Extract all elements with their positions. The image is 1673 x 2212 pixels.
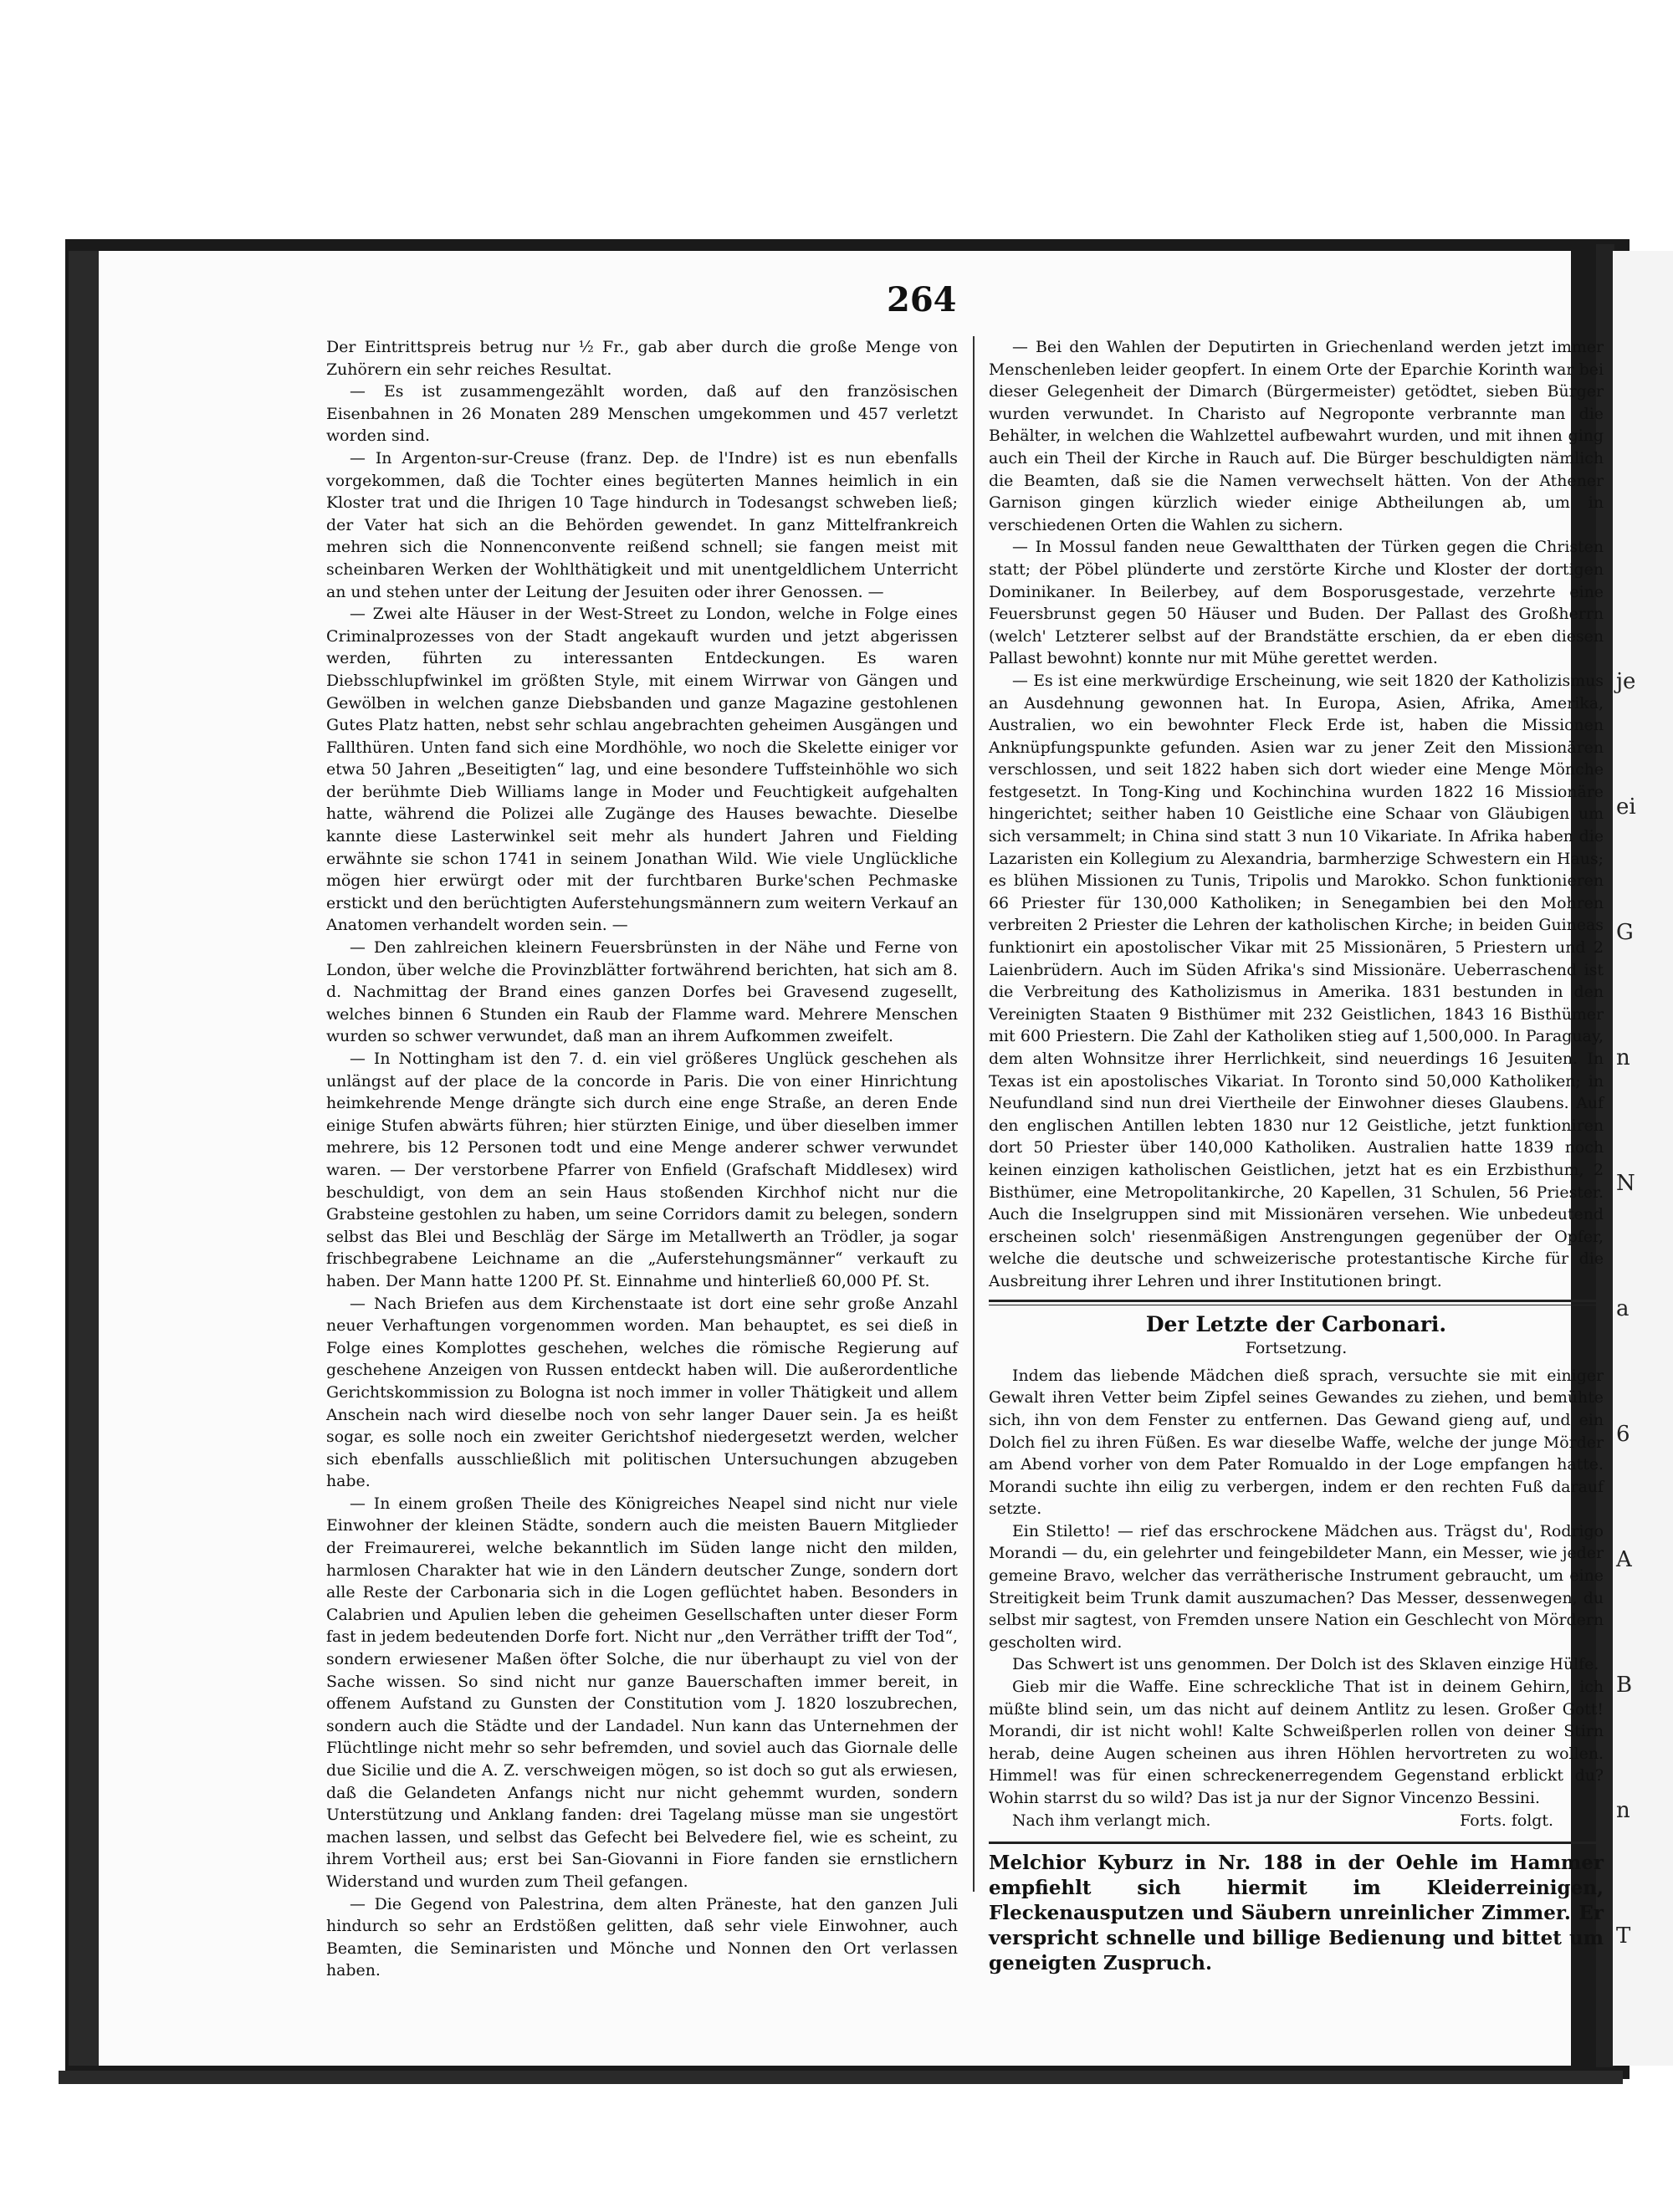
adjacent-page-fragment: A	[1616, 1547, 1632, 1572]
adjacent-page-fragment: T	[1616, 1923, 1631, 1949]
adjacent-page-fragment: n	[1616, 1045, 1630, 1070]
news-paragraph: — Es ist eine merkwürdige Erscheinung, wie seit 1820 der Katholizismus an Ausdehnung gewonnen hat. In Europa, Asien, Afrika, Amerika, Australien, wo ein bewohnter Fleck Erde ist, haben die Missionen Anknüpfungspunkte gefunden. Asien war zu jener Zeit den Missionären verschlossen, und seit 1822 haben sich dort wieder eine Menge Mönche festgesetzt. In Tong-King und Kochinchina wurden 1822 16 Missionäre hingerichtet; seither haben 10 Geistliche eine Schaar von Gläubigen um sich versammelt; in China sind statt 3 nun 10 Vikariate. In Afrika haben die Lazaristen ein Kollegium zu Alexandria, barmherzige Schwestern ein Haus; es blühen Missionen zu Tunis, Tripolis und Marokko. Schon funktionieren 66 Priester für 130,000 Katholiken; in Senegambien bei den Mohren verbreiten 2 Priester die Lehren der katholischen Kirche; in beiden Guineas funktionirt ein apostolischer Vikar mit 25 Missionären, 5 Priestern und 2 Laienbrüdern. Auch im Süden Afrika's sind Missionäre. Ueberraschend ist die Verbreitung des Katholizismus in Amerika. 1831 bestunden in den Vereinigten Staaten 9 Bisthümer mit 232 Geistlichen, 1843 16 Bisthümer mit 600 Priestern. Die Zahl der Katholiken stieg auf 1,500,000. In Paraguay, dem alten Wohnsitze ihrer Herrlichkeit, sind neuerdings 16 Jesuiten. In Texas ist ein apostolisches Vikariat. In Toronto sind 50,000 Katholiken; in Neufundland sind nun drei Viertheile der Einwohner dieses Glaubens. Auf den englischen Antillen lebten 1830 nur 12 Geistliche, jetzt funktioniren dort 50 Priester über 140,000 Katholiken. Australien hatte 1839 noch keinen einzigen katholischen Geistlichen, jetzt hat es ein Erzbisthum, 2 Bisthümer, eine Metropolitankirche, 20 Kapellen, 31 Schulen, 56 Priester. Auch die Inselgruppen sind mit Missionären versehen. Wie unbedeutend erscheinen solch' riesenmäßigen Anstrengungen gegenüber der Opfer, welche die deutsche und schweizerische protestantische Kirche für die Ausbreitung ihrer Lehren und ihrer Institutionen bringt.	[989, 671, 1604, 1290]
column-divider	[973, 336, 975, 1892]
adjacent-page-fragment: G	[1616, 920, 1634, 945]
adjacent-page-fragment: 6	[1616, 1422, 1630, 1447]
advertisement: Melchior Kyburz in Nr. 188 in der Oehle im Hammer empfiehlt sich hiermit im Kleiderreinigen, Fleckenausputzen und Säubern unreinlicher Zimmer. Er verspricht schnelle und billige Bedienung und bittet um geneigten Zuspruch.	[989, 1852, 1604, 1975]
news-paragraph: — Zwei alte Häuser in der West-Street zu London, welche in Folge eines Criminalprozesses von der Stadt angekauft wurden und jetzt abgerissen werden, führten zu interessanten Entdeckungen. Es waren Diebsschlupfwinkel im größten Style, mit einem Wirrwar von Gängen und Gewölben in welchen ganze Diebsbanden und ganze Magazine gestohlenen Gutes Platz hatten, nebst sehr schlau angebrachten geheimen Ausgängen und Fallthüren. Unten fand sich eine Mordhöhle, wo noch die Skelette einiger vor etwa 50 Jahren „Beseitigten“ lag, und eine besondere Tuffsteinhöhle wo sich der berühmte Dieb Williams lange in Moder und Feuchtigkeit aufgehalten hatte, während die Polizei alle Zugänge des Hauses bewachte. Dieselbe kannte diese Lasterwinkel seit mehr als hundert Jahren und Fielding erwähnte sie schon 1741 in seinem Jonathan Wild. Wie viele Unglückliche mögen hier erwürgt oder mit der furchtbaren Burke'schen Pechmaske erstickt und den berüchtigten Auferstehungsmännern zum weitern Verkauf an Anatomen verhandelt worden sein. —	[326, 605, 958, 935]
adjacent-page-fragment: je	[1616, 669, 1636, 694]
story-last-line: Nach ihm verlangt mich.	[1012, 1811, 1211, 1830]
news-paragraph: — Nach Briefen aus dem Kirchenstaate ist dort eine sehr große Anzahl neuer Verhaftungen vorgenommen worden. Man behauptet, es sei dieß in Folge eines Komplottes geschehen, welches die römische Regierung auf geschehene Anzeigen von Russen entdeckt haben will. Die außerordentliche Gerichtskommission zu Bologna ist noch immer in voller Thätigkeit und allem Anschein nach wird dieselbe noch von sehr langer Dauer sein. Ja es heißt sogar, es solle noch ein zweiter Gerichtshof niedergesetzt werden, welcher sich ebenfalls ausschließlich mit politischen Untersuchungen abzugeben habe.	[326, 1294, 958, 1491]
adjacent-page-fragment: N	[1616, 1171, 1635, 1196]
news-paragraph: — In Nottingham ist den 7. d. ein viel größeres Unglück geschehen als unlängst auf der place de la concorde in Paris. Die von einer Hinrichtung heimkehrende Menge drängte sich durch eine enge Straße, an deren Ende einige Stufen abwärts führen; hier stürzten Einige, und über dieselben immer mehrere, bis 12 Personen todt und eine Menge anderer schwer verwundet waren. — Der verstorbene Pfarrer von Enfield (Grafschaft Middlesex) wird beschuldigt, von dem an sein Haus stoßenden Kirchhof nicht nur die Grabsteine gestohlen zu haben, um seine Corridors damit zu belegen, sondern selbst das Blei und Beschläg der Särge im Metallwerth an Trödler, ja sogar frischbegrabene Leichname an die „Auferstehungsmänner“ verkauft zu haben. Der Mann hatte 1200 Pf. St. Einnahme und hinterließ 60,000 Pf. St.	[326, 1050, 958, 1290]
adjacent-page-fragment: ei	[1616, 794, 1636, 820]
story-signoff	[989, 1810, 1604, 1832]
left-column	[326, 336, 958, 1982]
book-edge-left	[69, 251, 102, 2066]
adjacent-page-fragment: n	[1616, 1798, 1630, 1823]
news-paragraph: — In Mossul fanden neue Gewaltthaten der Türken gegen die Christen statt; der Pöbel plünderte und zerstörte Kirche und Kloster der dortigen Dominikaner. In Beilerbey, auf dem Bosporusgestade, verzehrte eine Feuersbrunst gegen 50 Häuser und Buden. Der Pallast des Großherrn (welch' Letzterer selbst auf der Brandstätte erschien, da er eben diesen Pallast bewohnt) konnte nur mit Mühe gerettet werden.	[989, 538, 1604, 668]
story-subtitle: Fortsetzung.	[1245, 1339, 1348, 1358]
adjacent-page-fragment: B	[1616, 1673, 1633, 1698]
news-paragraph: — Die Gegend von Palestrina, dem alten Präneste, hat den ganzen Juli hindurch so sehr an Erdstößen gelitten, daß sehr viele Einwohner, auch Beamten, die Seminaristen und Mönche und Nonnen den Ort verlassen haben.	[326, 1894, 958, 1980]
news-paragraph: Der Eintrittspreis betrug nur ½ Fr., gab aber durch die große Menge von Zuhörern ein sehr reiches Resultat.	[326, 338, 958, 379]
news-paragraph: — In einem großen Theile des Königreiches Neapel sind nicht nur viele Einwohner der kleinen Städte, sondern auch die meisten Bauern Mitglieder der Freimaurerei, welche bekanntlich im Süden lange nicht den milden, harmlosen Charakter hat wie in den Ländern deutscher Zunge, sondern dort alle Reste der Carbonaria sich in die Logen geflüchtet haben. Besonders in Calabrien und Apulien leben die geheimen Gesellschaften unter dieser Form fast in jedem bedeutenden Dorfe fort. Nicht nur „den Verräther trifft der Tod“, sondern erwiesener Maßen öfter Solche, die nur überhaupt zu viel von der Sache wissen. So sind nicht nur ganze Bauerschaften immer bereit, in offenem Aufstand zu Gunsten der Constitution vom J. 1820 loszubrechen, sondern auch die Städte und der Landadel. Nun kann das Unternehmen der Flüchtlinge nicht mehr so sehr befremden, und soviel auch das Giornale delle due Sicilie und die A. Z. verschweigen mögen, so ist doch so gut als erwiesen, daß die Gelandeten Anfangs nicht nur nicht gehemmt wurden, sondern Unterstützung und Anklang fanden: drei Tagelang müsse man sie ungestört machen lassen, und selbst das Gefecht bei Belvedere fiel, wie es scheint, zu ihrem Vortheil aus; erst bei San-Giovanni in Fiore fanden sie ernstlichern Widerstand und wurden zum Theil gefangen.	[326, 1494, 958, 1891]
story-paragraph: Ein Stiletto! — rief das erschrockene Mädchen aus. Trägst du', Rodrigo Morandi — du, ein gelehrter und feingebildeter Mann, ein Messer, wie jeder gemeine Bravo, welcher das verrätherische Instrument gebraucht, um eine Streitigkeit beim Trunk damit auszumachen? Das Messer, dessenwegen, du selbst mir sagtest, von Fremden unsere Nation ein Geschlecht von Mördern gescholten wird.	[989, 1521, 1604, 1652]
right-column	[989, 336, 1604, 1976]
news-paragraph: — Den zahlreichen kleinern Feuersbrünsten in der Nähe und Ferne von London, über welche die Provinzblätter fortwährend berichten, hat sich am 8. d. Nachmittag der Brand eines ganzen Dorfes bei Gravesend zugesellt, welches binnen 6 Stunden ein Raub der Flamme ward. Mehrere Menschen wurden so schwer verwundet, daß man an ihrem Aufkommen zweifelt.	[326, 938, 958, 1046]
news-paragraph: — Es ist zusammengezählt worden, daß auf den französischen Eisenbahnen in 26 Monaten 289 Menschen umgekommen und 457 verletzt worden sind.	[326, 382, 958, 446]
adjacent-page-fragment: a	[1616, 1296, 1630, 1321]
advertisement-rule	[989, 1842, 1604, 1844]
book-edge-bottom	[59, 2071, 1623, 2084]
story-paragraph: Das Schwert ist uns genommen. Der Dolch ist des Sklaven einzige Hülfe.	[1012, 1655, 1599, 1674]
section-rule	[989, 1300, 1604, 1305]
news-paragraph: — Bei den Wahlen der Deputirten in Griechenland werden jetzt immer Menschenleben leider geopfert. In einem Orte der Eparchie Korinth war bei dieser Gelegenheit der Dimarch (Bürgermeister) getödtet, sieben Bürger wurden verwundet. In Charisto auf Negroponte verbrannte man die Behälter, in welchen die Wahlzettel aufbewahrt wurden, und mit ihnen ging auch ein Theil der Kirche in Rauch auf. Die Bürger beschuldigten nämlich die Beamten, daß sie die Namen verwechselt hätten. Von der Athener Garnison gingen kürzlich wieder einige Abtheilungen ab, um in verschiedenen Orten die Wahlen zu sichern.	[989, 338, 1604, 534]
news-paragraph: — In Argenton-sur-Creuse (franz. Dep. de l'Indre) ist es nun ebenfalls vorgekommen, daß die Tochter eines begüterten Mannes heimlich in ein Kloster trat und die Ihrigen 10 Tage hindurch in Todesangst schweben ließ; der Vater hat sich an die Behörden gewendet. In ganz Mittelfrankreich mehren sich die Nonnenconvente reißend schnell; sie fangen meist mit scheinbaren Werken der Wohlthätigkeit und mit unentgeldlichem Unterricht an und stehen unter der Leitung der Jesuiten oder ihrer Genossen. —	[326, 448, 958, 601]
story-paragraph: Indem das liebende Mädchen dieß sprach, versuchte sie mit einiger Gewalt ihren Vetter beim Zipfel seines Gewandes zu ziehen, und bemühte sich, ihn von dem Fenster zu entfernen. Das Gewand gieng auf, und ein Dolch fiel zu ihren Füßen. Es war dieselbe Waffe, welche der junge Mörder am Abend vorher von dem Pater Romualdo in der Loge empfangen hatte. Morandi suchte ihn eilig zu verbergen, indem er den rechten Fuß darauf setzte.	[989, 1366, 1604, 1519]
continuation-note: Forts. folgt.	[1460, 1811, 1553, 1830]
page-number: 264	[887, 280, 957, 319]
adjacent-page-edge	[1613, 251, 1673, 2066]
story-title: Der Letzte der Carbonari.	[1145, 1311, 1447, 1336]
story-paragraph: Gieb mir die Waffe. Eine schreckliche That ist in deinem Gehirn, ich müßte blind sein, um das nicht auf deinem Antlitz zu lesen. Großer Gott! Morandi, dir ist nicht wohl! Kalte Schweißperlen rollen von deiner Stirn herab, deine Augen scheinen aus ihren Höhlen hervortreten zu wollen. Himmel! was für einen schreckenerregendem Gegenstand erblickt du? Wohin starrst du so wild? Das ist ja nur der Signor Vincenzo Bessini.	[989, 1678, 1604, 1807]
